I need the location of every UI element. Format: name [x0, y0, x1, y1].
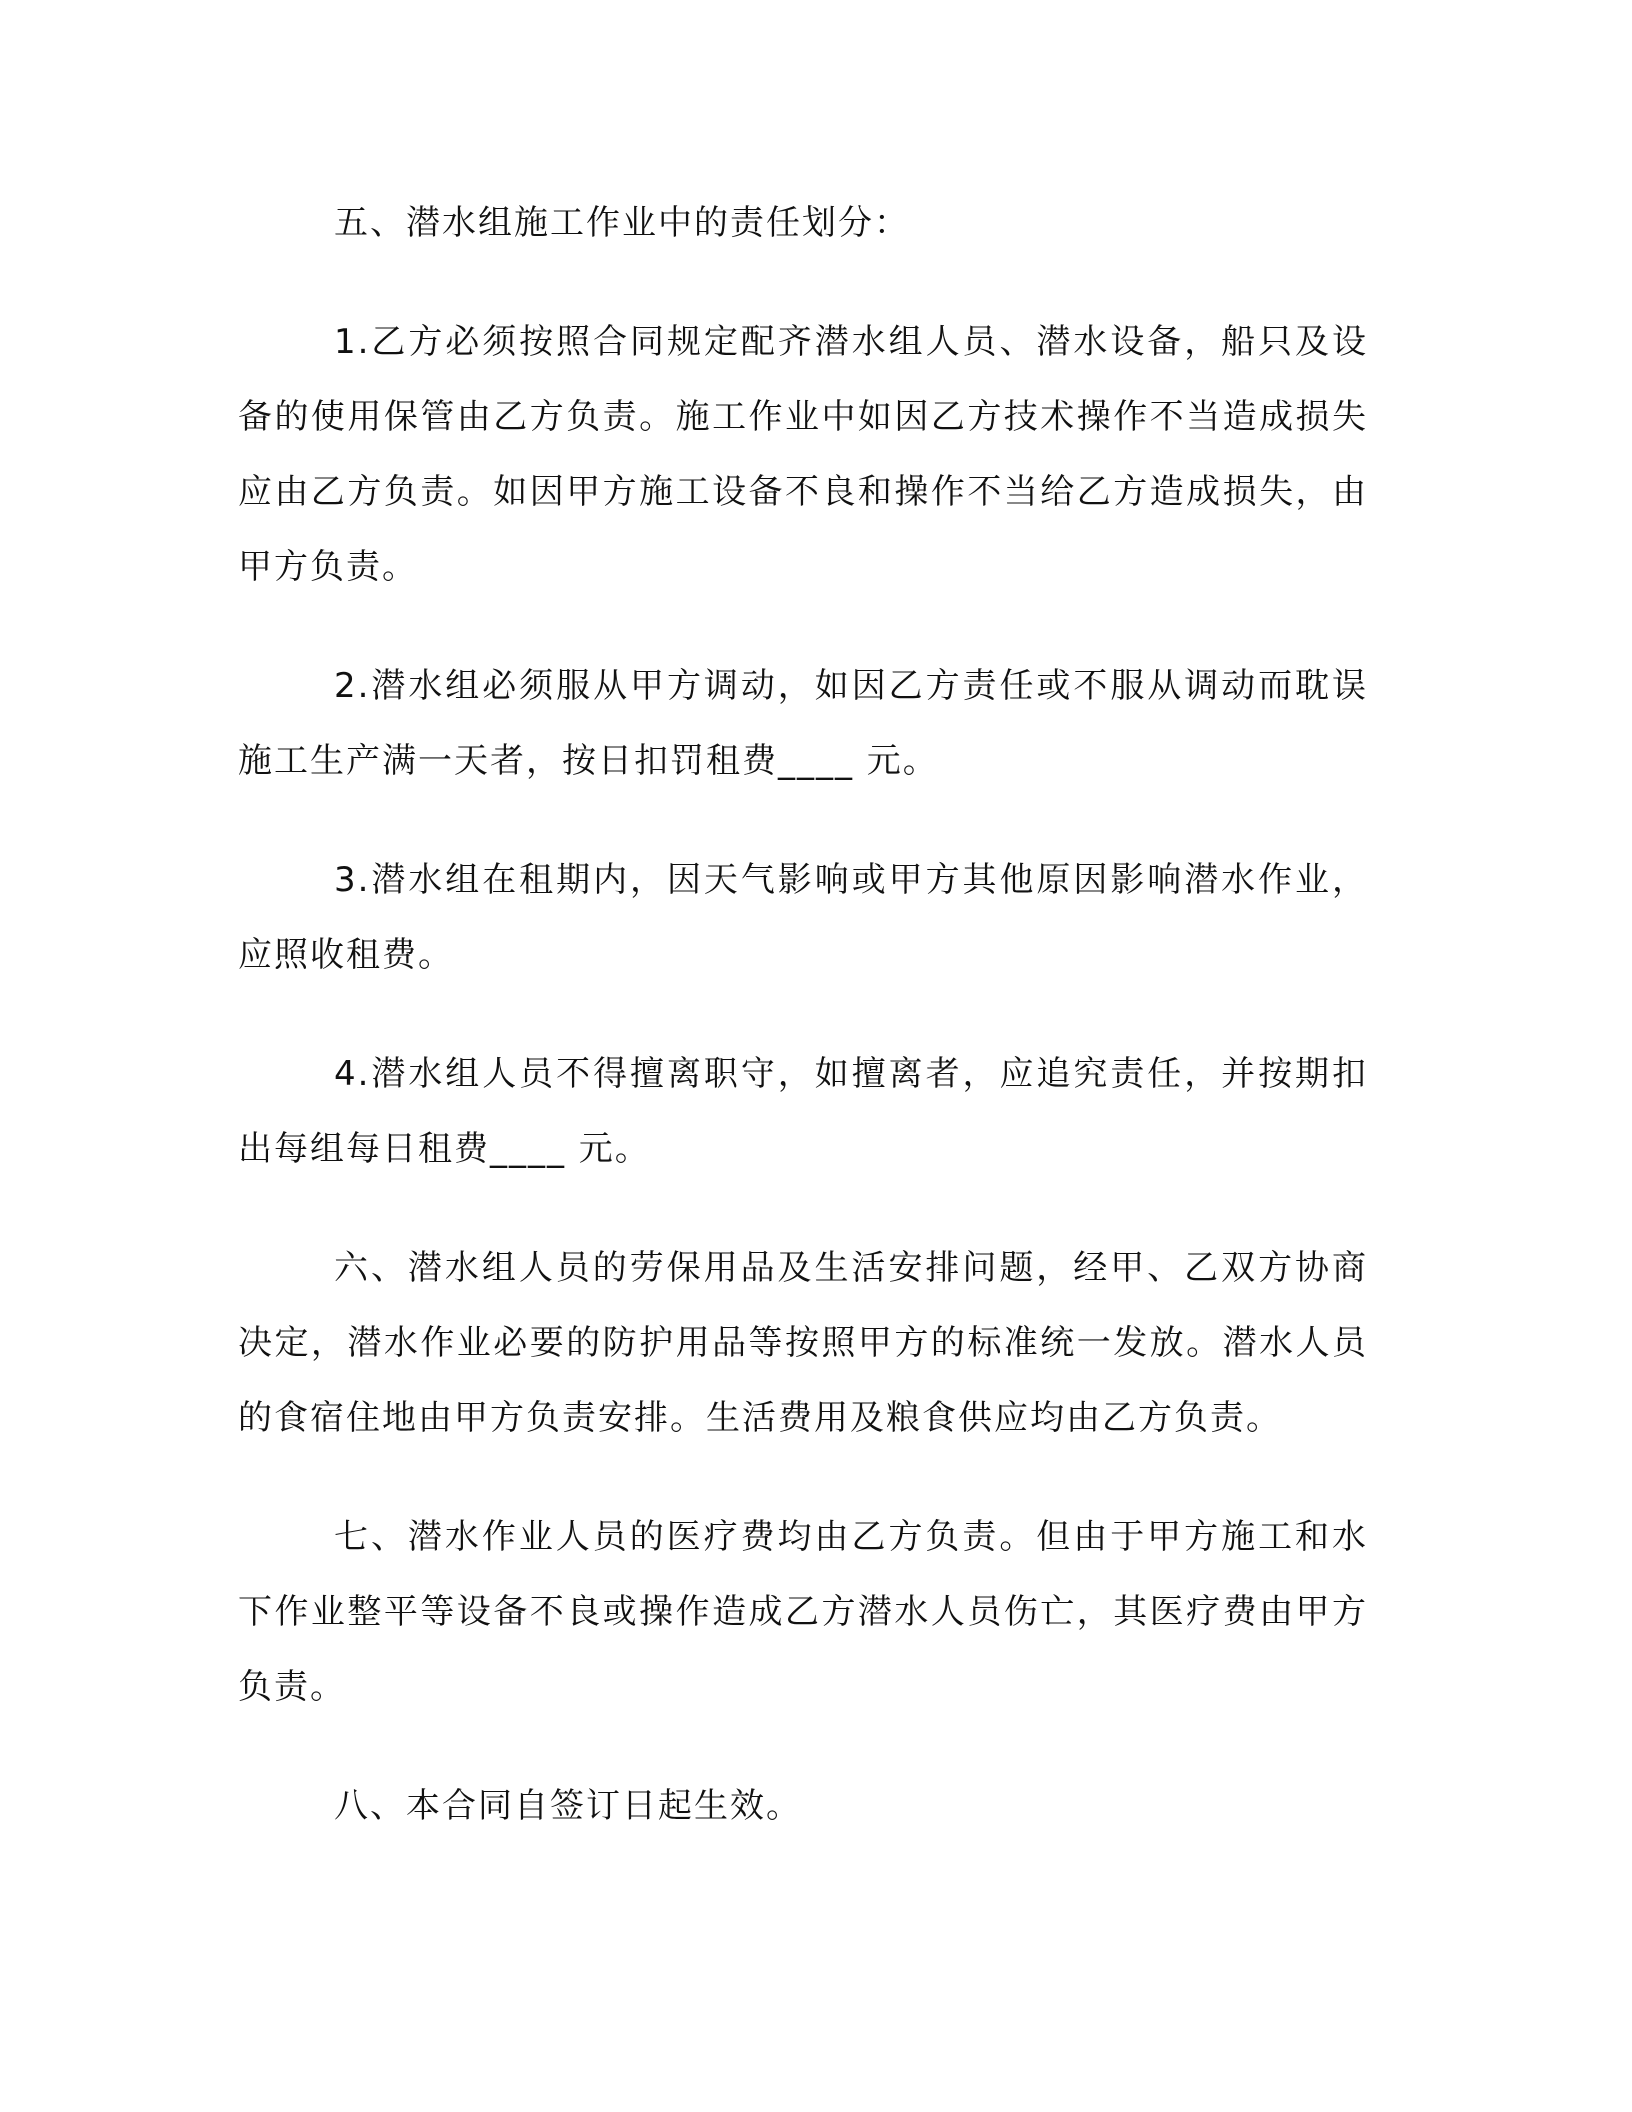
clause-4: 4.潜水组人员不得擅离职守，如擅离者，应追究责任，并按期扣出每组每日租费____ 元。 [238, 1054, 1368, 1169]
section-6: 六、潜水组人员的劳保用品及生活安排问题，经甲、乙双方协商决定，潜水作业必要的防护用品等按照甲方的标准统一发放。潜水人员的食宿住地由甲方负责安排。生活费用及粮食供应均由乙方负责。 [238, 1248, 1368, 1438]
section-7: 七、潜水作业人员的医疗费均由乙方负责。但由于甲方施工和水下作业整平等设备不良或操作造成乙方潜水人员伤亡，其医疗费由甲方负责。 [238, 1517, 1368, 1707]
section-5-heading: 五、潜水组施工作业中的责任划分： [334, 203, 910, 243]
clause-3: 3.潜水组在租期内，因天气影响或甲方其他原因影响潜水作业，应照收租费。 [238, 860, 1368, 975]
clause-2: 2.潜水组必须服从甲方调动，如因乙方责任或不服从调动而耽误施工生产满一天者，按日扣罚租费____ 元。 [238, 666, 1368, 781]
document-body [238, 186, 1368, 1844]
clause-1: 1.乙方必须按照合同规定配齐潜水组人员、潜水设备，船只及设备的使用保管由乙方负责。施工作业中如因乙方技术操作不当造成损失应由乙方负责。如因甲方施工设备不良和操作不当给乙方造成损失，由甲方负责。 [238, 322, 1368, 587]
section-8: 八、本合同自签订日起生效。 [334, 1786, 802, 1826]
